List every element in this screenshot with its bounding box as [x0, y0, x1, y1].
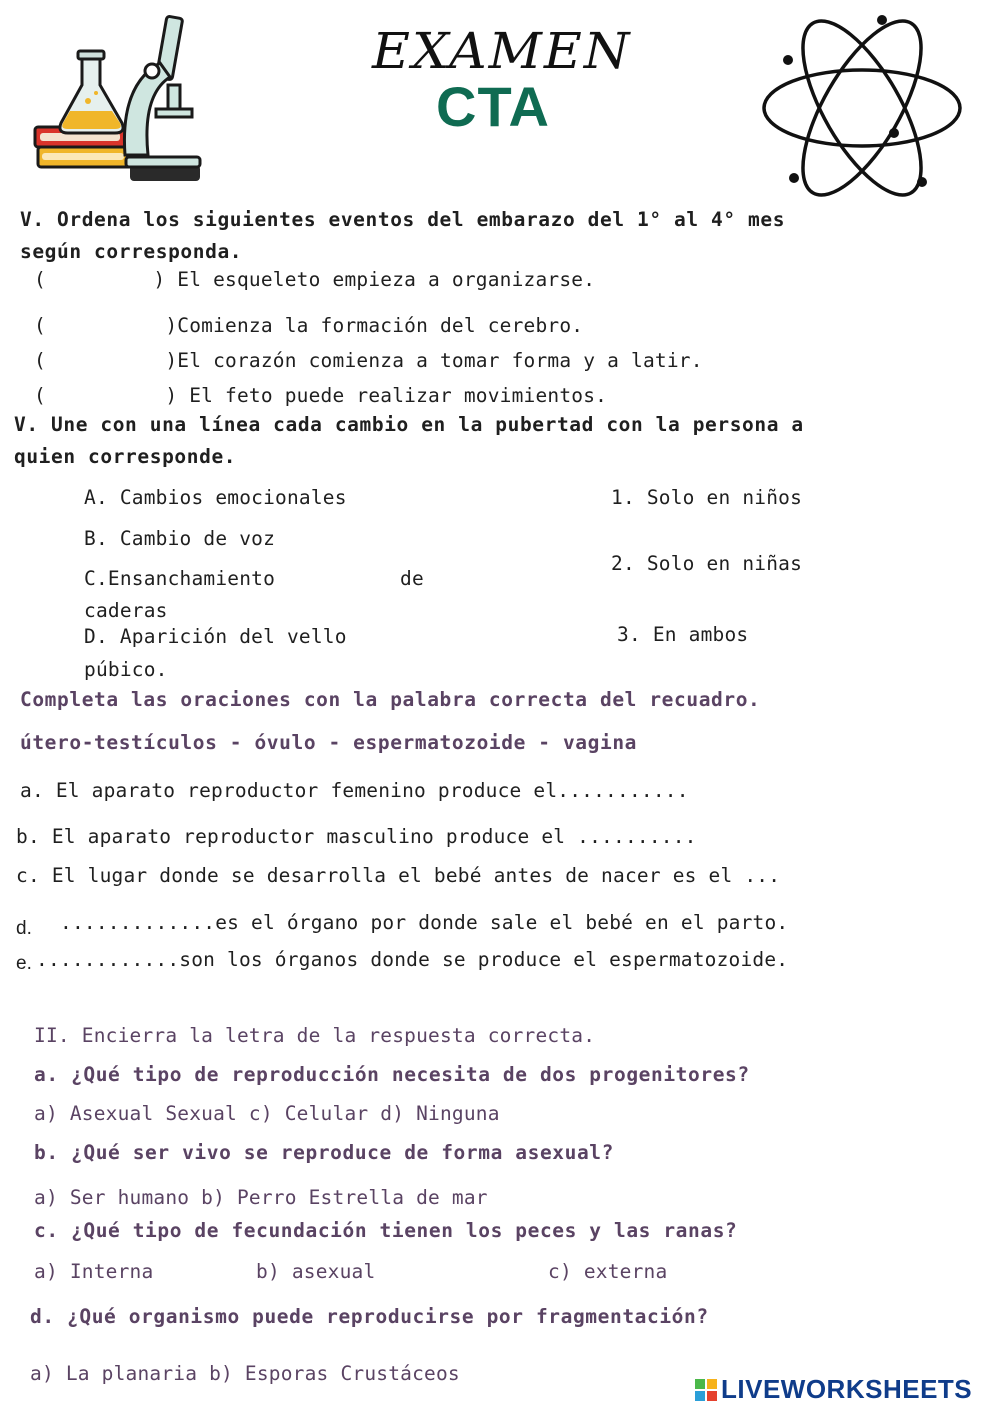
brand-name: LIVEWORKSHEETS	[721, 1374, 973, 1404]
question-d-options: a) La planaria b) Esporas Crustáceos	[30, 1362, 460, 1385]
section4-heading: II. Encierra la letra de la respuesta correcta.	[34, 1024, 596, 1047]
match-right-3: 3. En ambos	[617, 623, 749, 646]
match-right-2: 2. Solo en niñas	[611, 552, 803, 575]
question-a: a. ¿Qué tipo de reproducción necesita de dos progenitores?	[34, 1063, 750, 1086]
order-item-3: ( )El corazón comienza a tomar forma y a latir.	[34, 349, 703, 372]
match-left-b: B. Cambio de voz	[84, 527, 276, 550]
sentence-b: b. El aparato reproductor masculino produce el ..........	[16, 825, 697, 848]
lab-microscope-flask-books-icon	[30, 15, 205, 187]
section3-heading: Completa las oraciones con la palabra correcta del recuadro.	[20, 688, 761, 711]
section1-heading-line1: V. Ordena los siguientes eventos del embarazo del 1° al 4° mes	[20, 208, 786, 231]
exam-title: EXAMEN	[372, 23, 632, 81]
section2-heading-line2: quien corresponde.	[14, 445, 237, 468]
question-b: b. ¿Qué ser vivo se reproduce de forma asexual?	[34, 1141, 614, 1164]
sentence-d: .............es el órgano por donde sale el bebé en el parto.	[60, 911, 789, 934]
match-left-c-line2: caderas	[84, 599, 168, 622]
match-left-d-line2: púbico.	[84, 658, 168, 681]
question-c: c. ¿Qué tipo de fecundación tienen los peces y las ranas?	[34, 1219, 738, 1242]
match-left-a: A. Cambios emocionales	[84, 486, 347, 509]
question-c-option-c: c) externa	[548, 1260, 668, 1283]
section2-heading-line1: V. Une con una línea cada cambio en la pubertad con la persona a	[14, 413, 804, 436]
match-left-c: C.Ensanchamiento	[84, 567, 276, 590]
order-item-1: ( ) El esqueleto empieza a organizarse.	[34, 268, 596, 291]
sentence-e-letter: e.	[16, 953, 32, 974]
sentence-c: c. El lugar donde se desarrolla el bebé antes de nacer es el ...	[16, 864, 781, 887]
match-right-1: 1. Solo en niños	[611, 486, 803, 509]
question-c-option-a: a) Interna	[34, 1260, 154, 1283]
sentence-a: a. El aparato reproductor femenino produce el...........	[20, 779, 689, 802]
question-a-options: a) Asexual Sexual c) Celular d) Ninguna	[34, 1102, 500, 1125]
order-item-4: ( ) El feto puede realizar movimientos.	[34, 384, 608, 407]
exam-subtitle: CTA	[436, 75, 550, 138]
question-d: d. ¿Qué organismo puede reproducirse por fragmentación?	[30, 1305, 709, 1328]
question-c-option-b: b) asexual	[256, 1260, 376, 1283]
section1-heading-line2: según corresponda.	[20, 240, 243, 263]
match-left-c-de: de	[400, 567, 424, 590]
question-b-options: a) Ser humano b) Perro Estrella de mar	[34, 1186, 488, 1209]
sentence-d-letter: d.	[16, 918, 32, 939]
match-left-d: D. Aparición del vello	[84, 625, 347, 648]
atom-icon	[760, 8, 965, 208]
liveworksheets-brand	[694, 1374, 972, 1405]
sentence-e: ............son los órganos donde se produce el espermatozoide.	[36, 948, 789, 971]
liveworksheets-logo-icon	[694, 1378, 718, 1402]
order-item-2: ( )Comienza la formación del cerebro.	[34, 314, 584, 337]
word-bank: útero-testículos - óvulo - espermatozoide - vagina	[20, 731, 637, 754]
